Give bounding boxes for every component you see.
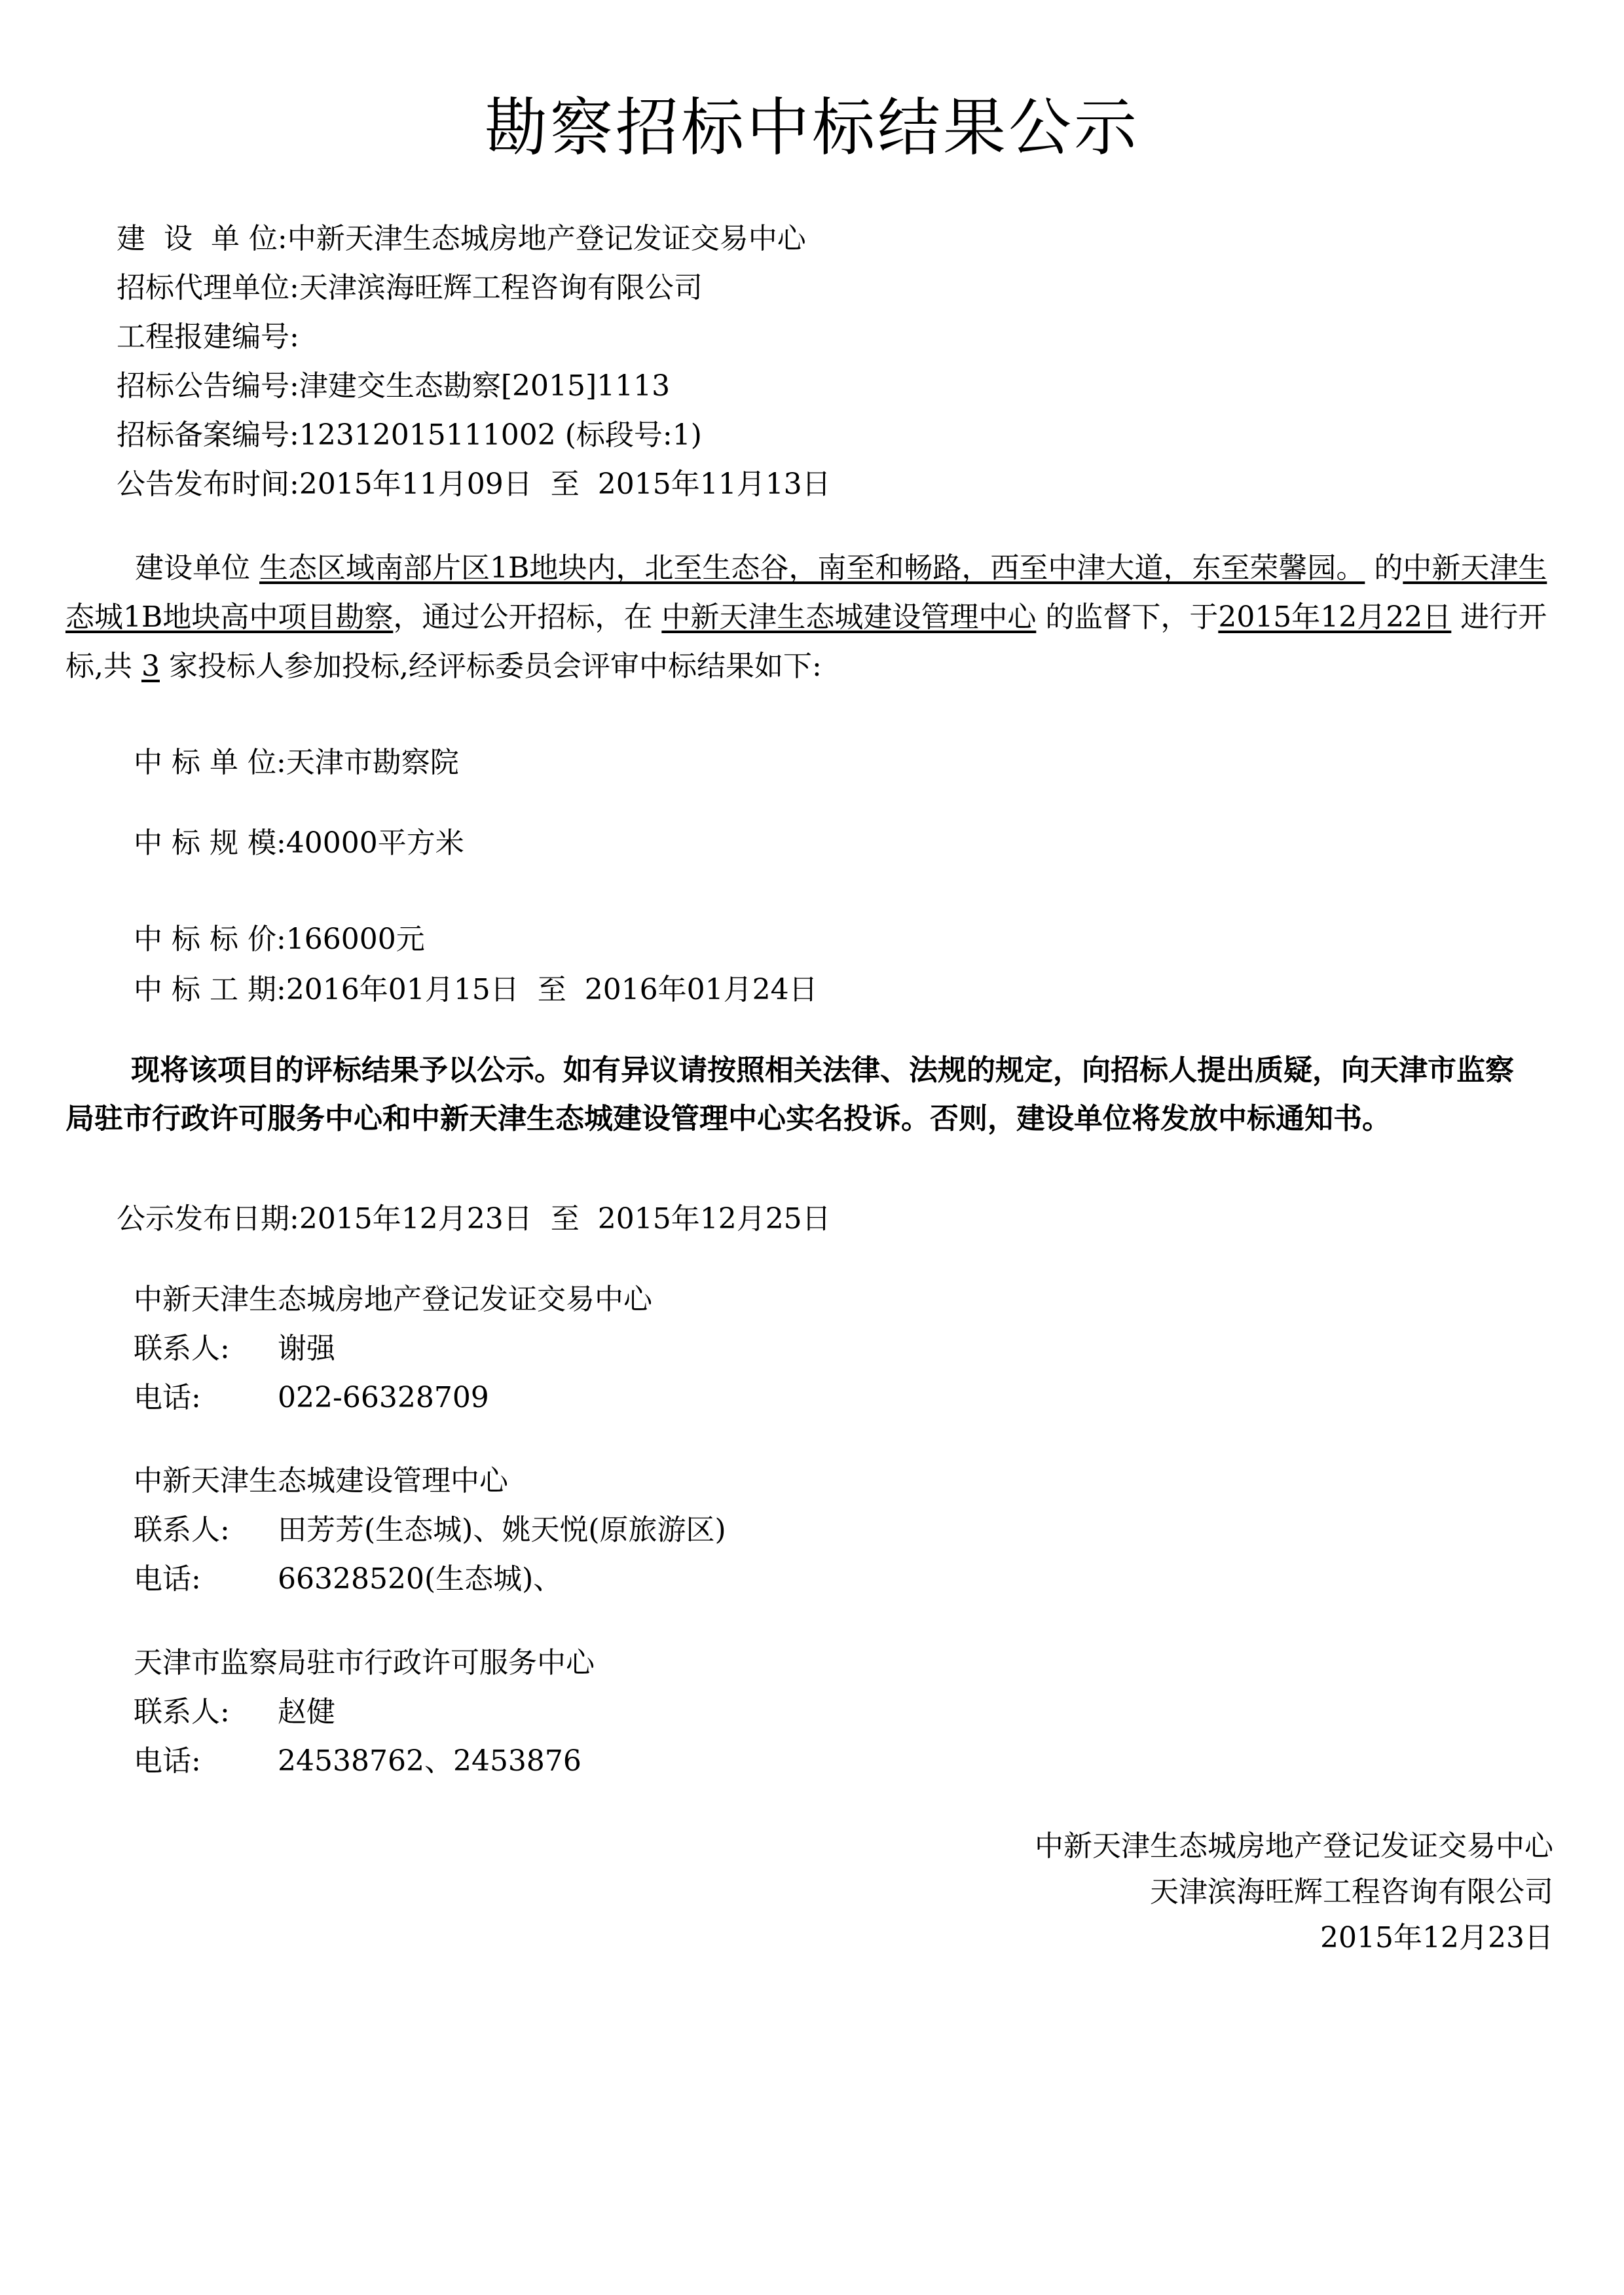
field-label: 公告发布时间: [117,468,299,501]
bidder-count: 3 [141,650,160,683]
field-value: 津建交生态勘察[2015]1113 [299,369,671,403]
result-value: 2016年01月15日 至 2016年01月24日 [286,973,818,1006]
contact-person: 谢强 [278,1332,335,1365]
result-label: 中 标 工 期: [134,973,286,1006]
intro-text: 进行开标,共 [65,600,1547,683]
field-label: 招标公告编号: [117,369,299,403]
field-value: 天津滨海旺辉工程咨询有限公司 [299,271,703,304]
contact-person-label: 联系人: [134,1695,230,1729]
intro-text: 的 [1374,551,1403,585]
contact-phone-label: 电话: [134,1381,201,1414]
contact-person-label: 联系人: [134,1332,230,1365]
field-label: 建 设 单 位: [117,222,287,255]
intro-paragraph [65,543,1572,691]
result-scale [134,824,464,863]
field-label: 工程报建编号: [117,320,299,354]
result-value: 166000元 [286,923,425,956]
intro-text: 建设单位 [135,551,250,585]
contact-person-row [134,1329,335,1368]
contact-phone-row [134,1742,581,1781]
notice-paragraph: 现将该项目的评标结果予以公示。如有异议请按照相关法律、法规的规定，向招标人提出质疑，向天津市监察局驻市行政许可服务中心和中新天津生态城建设管理中心实名投诉。否则，建设单位将发放中标通知书。 [65,1054,1514,1135]
result-price [134,920,425,959]
contact-phone: 66328520(生态城)、 [278,1562,563,1596]
signature-date: 2015年12月23日 [1320,1921,1553,1955]
field-label: 招标代理单位: [117,271,299,304]
signature-org-1: 中新天津生态城房地产登记发证交易中心 [1035,1829,1553,1863]
contact-phone: 24538762、2453876 [278,1744,581,1778]
field-value: 12312015111002 (标段号:1) [299,418,702,452]
project-name: 中新天津生态城1B地块高中项目勘察 [65,551,1547,634]
page-title: 勘察招标中标结果公示 [485,91,1139,164]
contact-person-row [134,1693,335,1732]
contact-phone-label: 电话: [134,1744,201,1778]
field-project-number [117,318,299,357]
contact-person: 赵健 [278,1695,335,1729]
opening-date: 2015年12月22日 [1218,600,1452,634]
field-construction-unit [117,219,806,259]
project-location: 生态区域南部片区1B地块内，北至生态谷，南至和畅路，西至中津大道，东至荣馨园。 [259,551,1365,585]
contact-org: 中新天津生态城建设管理中心 [134,1464,508,1497]
field-value: 中新天津生态城房地产登记发证交易中心 [287,222,806,255]
intro-text: ，通过公开招标，在 [393,600,653,634]
field-filing-number [117,416,702,455]
result-value: 40000平方米 [286,826,464,860]
publish-date-value: 2015年12月23日 至 2015年12月25日 [299,1202,831,1236]
result-label: 中 标 标 价: [134,923,286,956]
contact-person: 田芳芳(生态城)、姚天悦(原旅游区) [278,1513,726,1547]
supervisor-name: 中新天津生态城建设管理中心 [661,600,1037,634]
contact-person-label: 联系人: [134,1513,230,1547]
contact-org: 中新天津生态城房地产登记发证交易中心 [134,1283,652,1316]
contact-person-row [134,1511,726,1550]
field-announcement-number [117,367,670,406]
result-value: 天津市勘察院 [286,746,459,779]
contact-phone-label: 电话: [134,1562,201,1596]
intro-text: 家投标人参加投标,经评标委员会评审中标结果如下: [169,650,822,683]
contact-phone: 022-66328709 [278,1381,489,1414]
field-label: 招标备案编号: [117,418,299,452]
result-label: 中 标 单 位: [134,746,286,779]
contact-org: 天津市监察局驻市行政许可服务中心 [134,1646,595,1680]
publish-date [117,1200,831,1239]
result-winning-unit [134,743,459,782]
contact-phone-row [134,1560,562,1599]
result-period [134,970,818,1010]
contact-phone-row [134,1378,489,1418]
field-publish-time [117,465,831,504]
publish-date-label: 公示发布日期: [117,1202,299,1236]
result-label: 中 标 规 模: [134,826,286,860]
field-agency [117,268,703,308]
intro-text: 的监督下，于 [1045,600,1219,634]
signature-org-2: 天津滨海旺辉工程咨询有限公司 [1150,1875,1553,1909]
field-value: 2015年11月09日 至 2015年11月13日 [299,468,831,501]
